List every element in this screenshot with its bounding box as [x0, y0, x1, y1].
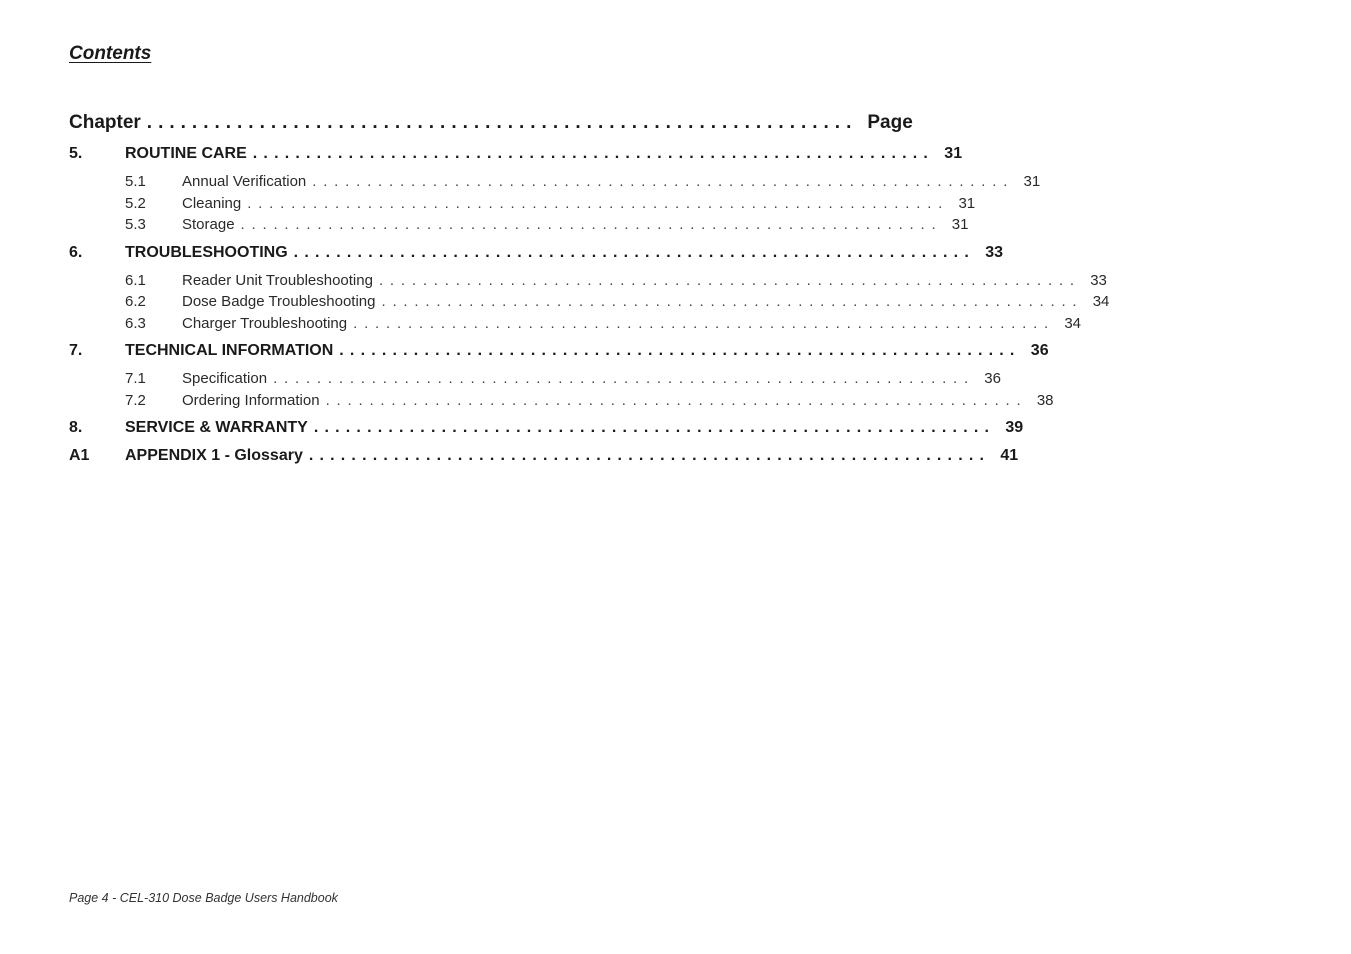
section-title: Annual Verification — [182, 173, 307, 190]
toc-header — [69, 112, 913, 140]
section-number: 5.2 — [125, 194, 146, 212]
section-number: 6.3 — [125, 314, 146, 332]
dot-leader: ................................................................ — [353, 314, 1056, 332]
section-title: Cleaning — [182, 194, 242, 212]
dot-leader: ................................................................ — [378, 271, 1081, 289]
chapter-page-number: 31 — [944, 145, 963, 162]
dot-leader: ................................................................ — [312, 173, 1015, 190]
toc-chapter-row[interactable] — [69, 140, 963, 168]
chapter-title: TECHNICAL INFORMATION — [125, 342, 334, 359]
toc-section-row[interactable] — [69, 171, 1041, 193]
chapter-page-number: 36 — [1030, 342, 1049, 359]
section-page-number: 31 — [958, 194, 976, 212]
page-footer: Page 4 - CEL-310 Dose Badge Users Handbook — [69, 891, 338, 905]
toc-section-row[interactable] — [69, 313, 1082, 335]
section-page-number: 31 — [951, 216, 969, 233]
section-page-number: 34 — [1092, 293, 1110, 310]
section-title: Storage — [182, 216, 235, 233]
dot-leader: ................................................................ — [308, 447, 991, 464]
section-list — [69, 267, 1110, 338]
chapter-page-number: 39 — [1005, 419, 1024, 436]
dot-leader: ................................................................ — [273, 370, 975, 387]
dot-leader: ................................................................ — [339, 342, 1021, 359]
page-title: Contents — [69, 43, 152, 64]
section-page-number: 31 — [1023, 173, 1041, 190]
dot-leader: ................................................................ — [247, 194, 950, 212]
toc-section-row[interactable] — [69, 214, 969, 236]
chapter-number: 5. — [69, 145, 83, 162]
chapter-page-number: 41 — [1000, 447, 1019, 464]
section-page-number: 38 — [1036, 391, 1054, 409]
toc-chapter-row[interactable] — [69, 337, 1049, 365]
toc-chapter-row[interactable] — [69, 442, 1019, 470]
section-number: 7.2 — [125, 391, 146, 409]
section-title: Reader Unit Troubleshooting — [182, 271, 373, 289]
chapter-title: SERVICE & WARRANTY — [125, 419, 308, 436]
section-page-number: 36 — [984, 370, 1001, 387]
chapter-column-label: Chapter — [69, 112, 141, 133]
chapter-number: 8. — [69, 419, 83, 436]
dot-leader: ................................................................ — [325, 391, 1028, 409]
section-page-number: 34 — [1064, 314, 1082, 332]
dot-leader: ................................................................ — [313, 419, 996, 436]
chapter-title: APPENDIX 1 - Glossary — [125, 447, 303, 464]
section-number: 6.2 — [125, 293, 146, 310]
toc-section-row[interactable] — [69, 270, 1107, 292]
toc-section-row[interactable] — [69, 368, 1001, 390]
section-page-number: 33 — [1090, 271, 1107, 289]
section-number: 5.1 — [125, 173, 146, 190]
chapter-number: 7. — [69, 342, 83, 359]
dot-leader: ................................................................ — [293, 243, 975, 261]
section-title: Charger Troubleshooting — [182, 314, 348, 332]
chapter-title: ROUTINE CARE — [125, 145, 247, 162]
chapter-number: 6. — [69, 243, 83, 261]
dot-leader: ................................................................ — [381, 293, 1084, 310]
section-list — [69, 365, 1054, 414]
section-number: 6.1 — [125, 271, 146, 289]
section-title: Ordering Information — [182, 391, 320, 409]
dot-leader: ................................................................ — [240, 216, 943, 233]
chapter-page-number: 33 — [985, 243, 1003, 261]
chapter-number: A1 — [69, 447, 90, 464]
toc-section-row[interactable] — [69, 193, 976, 215]
section-title: Specification — [182, 370, 268, 387]
chapter-title: TROUBLESHOOTING — [125, 243, 288, 261]
page-column-label: Page — [867, 112, 913, 133]
dot-leader: ............................................................... — [146, 112, 858, 133]
section-number: 7.1 — [125, 370, 146, 387]
toc-section-row[interactable] — [69, 390, 1054, 412]
table-of-contents — [69, 112, 1110, 470]
toc-section-row[interactable] — [69, 291, 1110, 313]
toc-chapter-row[interactable] — [69, 414, 1024, 442]
section-number: 5.3 — [125, 216, 146, 233]
toc-chapter-row[interactable] — [69, 239, 1003, 267]
section-title: Dose Badge Troubleshooting — [182, 293, 376, 310]
dot-leader: ................................................................ — [252, 145, 935, 162]
section-list — [69, 168, 1041, 239]
